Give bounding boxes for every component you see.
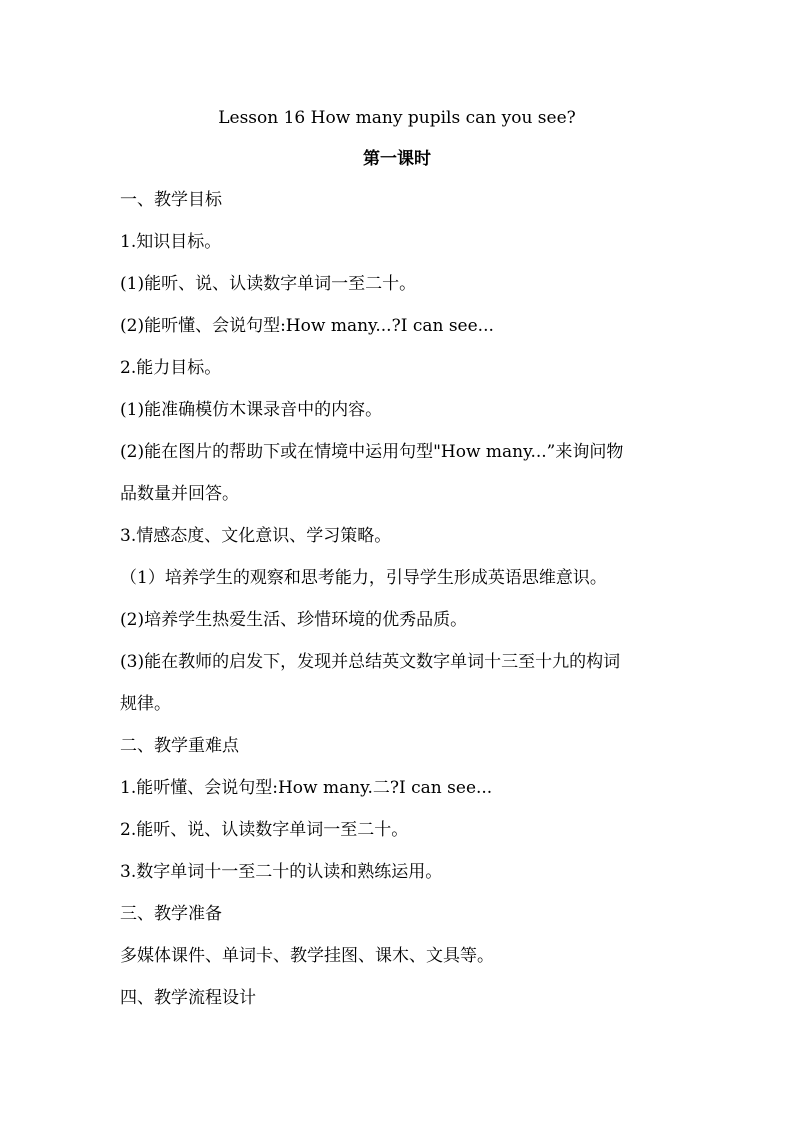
lesson-subtitle: 第一课时	[363, 149, 431, 169]
text-line: 规律。	[120, 694, 171, 714]
text-line: 2.能听、说、认读数字单词一至二十。	[120, 820, 409, 840]
text-line: 品数量并回答。	[120, 484, 239, 504]
text-line: 1.能听懂、会说句型:How many.二?I can see...	[120, 778, 493, 798]
section-heading-procedure: 四、教学流程设计	[120, 988, 256, 1008]
text-line: 1.知识目标。	[120, 232, 222, 252]
text-line: 3.情感态度、文化意识、学习策略。	[120, 526, 392, 546]
text-line: (1)能准确模仿木课录音中的内容。	[120, 400, 383, 420]
text-line: 多媒体课件、单词卡、教学挂图、课木、文具等。	[120, 946, 494, 966]
text-line: (2)能在图片的帮助下或在情境中运用句型"How many...”来询问物	[120, 442, 624, 462]
text-line: (2)能听懂、会说句型:How many...?I can see...	[120, 316, 494, 336]
text-line: (3)能在教师的启发下，发现并总结英文数字单词十三至十九的构词	[120, 652, 621, 672]
text-line: (1)能听、说、认读数字单词一至二十。	[120, 274, 417, 294]
text-line: （1）培养学生的观察和思考能力，引导学生形成英语思维意识。	[120, 568, 607, 588]
lesson-title: Lesson 16 How many pupils can you see?	[218, 108, 576, 128]
text-line: 3.数字单词十一至二十的认读和熟练运用。	[120, 862, 443, 882]
section-heading-key-points: 二、教学重难点	[120, 736, 239, 756]
section-heading-objectives: 一、教学目标	[120, 190, 222, 210]
text-line: (2)培养学生热爱生活、珍惜环境的优秀品质。	[120, 610, 468, 630]
text-line: 2.能力目标。	[120, 358, 222, 378]
section-heading-preparation: 三、教学准备	[120, 904, 222, 924]
